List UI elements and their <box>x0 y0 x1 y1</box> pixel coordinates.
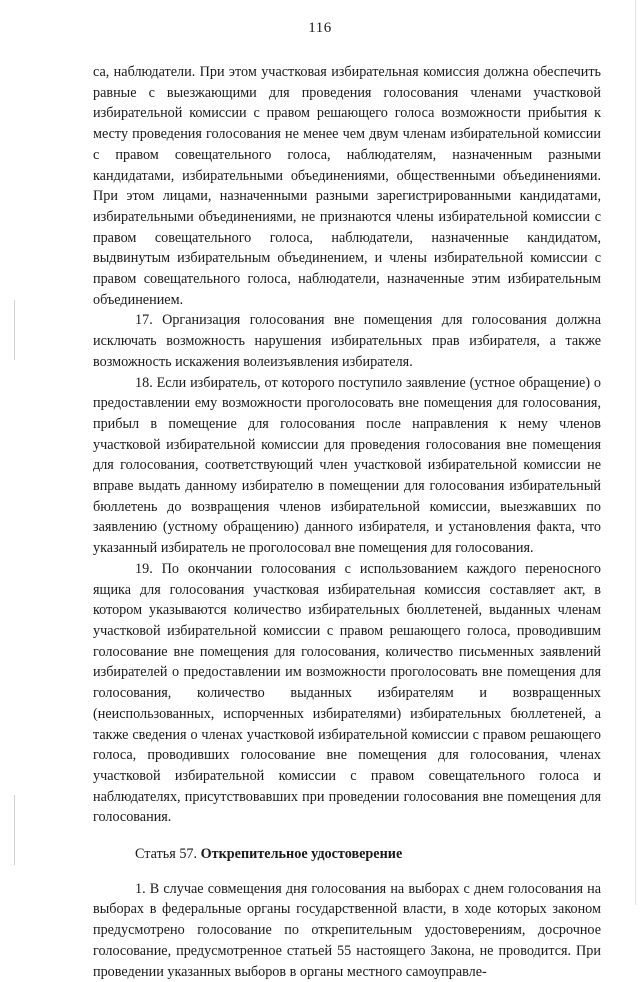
scan-margin-mark <box>14 795 15 865</box>
scan-edge <box>635 0 636 905</box>
article-title: Открепительное удостоверение <box>200 846 403 863</box>
article-number: Статья 57. <box>135 846 198 863</box>
paragraph-continuation: са, наблюдатели. При этом участковая избирательная комиссия должна обеспечить равные с выезжающими для проведения голосования членами участковой избирательной комиссии с правом решающего голоса возможности прибытия к месту проведения голосования не менее чем двум членам избирательной комиссии с правом совещательного голоса, наблюдателям, назначенным разными кандидатами, избирательными объединениями, общественными объединениями. При этом лицами, назначенными разными зарегистрированными кандидатами, избирательными объединениями, не признаются члены избирательной комиссии с правом совещательного голоса, наблюдатели, назначенные кандидатом, выдвинутым избирательным объединением, и члены избирательной комиссии с правом совещательного голоса, наблюдатели, назначенные этим избирательным объединением. <box>93 64 601 308</box>
paragraph-18: 18. Если избиратель, от которого поступило заявление (устное обращение) о предоставлении ему возможности проголосовать вне помещения для голосования, прибыл в помещение для голосования после направления к нему членов участковой избирательной комиссии для проведения голосования вне помещения для голосования, соответствующий член участковой избирательной комиссии не вправе выдать данному избирателю в помещении для голосования избирательный бюллетень до возвращения членов избирательной комиссии, выезжавших по заявлению (устному обращению) данного избирателя, и установления факта, что указанный избиратель не проголосовал вне помещения для голосования. <box>93 374 601 557</box>
article-heading <box>93 844 601 865</box>
paragraph-19: 19. По окончании голосования с использованием каждого переносного ящика для голосования участковая избирательная комиссия составляет акт, в котором указываются количество избирательных бюллетеней, выданных членам участковой избирательной комиссии с правом решающего голоса, проводившим голосование вне помещения для голосования, количество письменных заявлений избирателей о предоставлении им возможности проголосовать вне помещения для голосования, количество выданных избирателям и возвращенных (неиспользованных, испорченных избирателями) избирательных бюллетеней, а также сведения о членах участковой избирательной комиссии с правом решающего голоса, проводивших голосование вне помещения для голосования, членах участковой избирательной комиссии с правом совещательного голоса и наблюдателях, присутствовавших при проведении голосования вне помещения для голосования. <box>93 560 601 826</box>
paragraph-17: 17. Организация голосования вне помещения для голосования должна исключать возможность нарушения избирательных прав избирателя, а также возможность искажения волеизъявления избирателя. <box>93 312 601 370</box>
article-paragraph-1: 1. В случае совмещения дня голосования на выборах с днем голосования на выборах в федеральные органы государственной власти, в ходе которых законом предусмотрено голосование по открепительным удостоверениям, досрочное голосование, предусмотренное статьей 55 настоящего Закона, не проводится. При проведении указанных выборов в органы местного самоуправле- <box>93 880 601 980</box>
page-number: 116 <box>308 20 332 36</box>
scan-margin-mark <box>14 300 15 360</box>
document-body <box>93 62 601 982</box>
